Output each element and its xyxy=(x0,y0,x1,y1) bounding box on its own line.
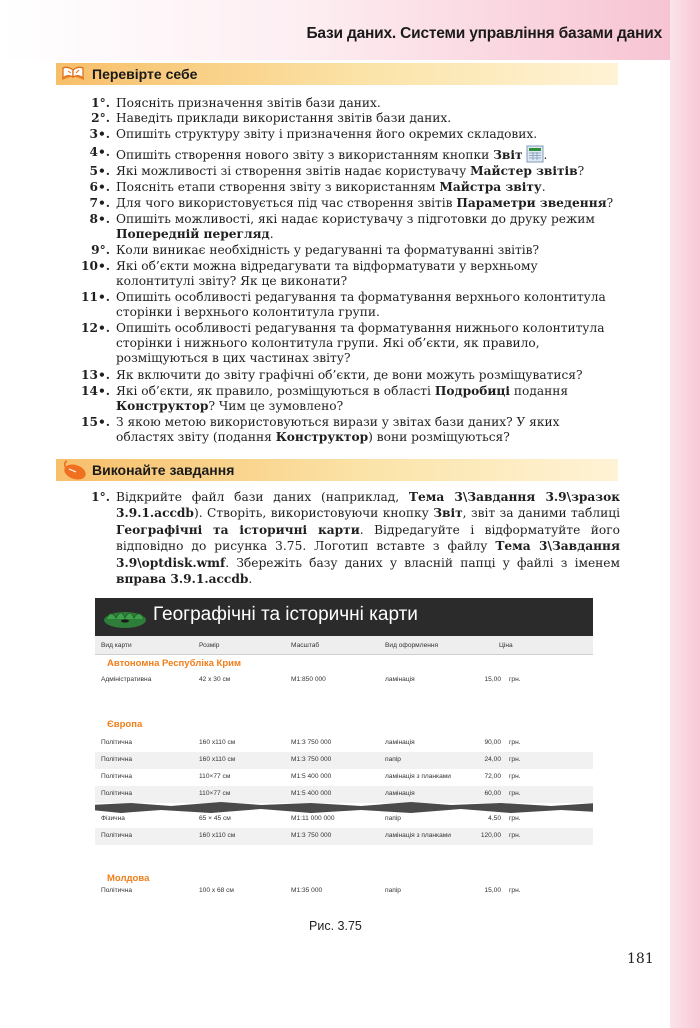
question-number: 6•. xyxy=(89,180,110,194)
text-run: Опишіть створення нового звіту з використанням кнопки xyxy=(116,148,494,162)
text-run: . xyxy=(543,148,548,162)
report-cell: М1:11 000 000 xyxy=(291,815,335,822)
price-cell: 60,00 xyxy=(484,790,501,797)
report-cell: Політична xyxy=(101,756,133,763)
question-text xyxy=(116,196,620,211)
text-run: Коли виникає необхідність у редагуванні та форматуванні звітів? xyxy=(116,243,540,257)
report-cell: М1:850 000 xyxy=(291,676,326,683)
price-cell: 72,00 xyxy=(484,773,501,780)
text-run: Відкрийте файл бази даних (наприклад, xyxy=(116,490,409,504)
report-cell: 110×77 см xyxy=(199,790,231,797)
text-run: Поясніть призначення звітів бази даних. xyxy=(116,96,381,110)
section-title-task: Виконайте завдання xyxy=(92,462,235,478)
column-header: Вид оформлення xyxy=(385,642,439,649)
bold-term: Майстер звітів xyxy=(470,164,578,178)
group-footer-space xyxy=(95,696,593,713)
report-cell: 100 x 68 см xyxy=(199,887,234,894)
price-cell: 24,00 xyxy=(484,756,501,763)
question-number: 11•. xyxy=(81,290,110,304)
report-title: Географічні та історичні карти xyxy=(153,604,418,625)
chapter-title: Бази даних. Системи управління базами даних xyxy=(306,25,662,42)
page-edge-strip xyxy=(670,0,700,1028)
text-run: ? Чим це зумовлено? xyxy=(208,399,344,413)
text-run: . xyxy=(269,227,274,241)
task-number: 1°. xyxy=(91,490,110,504)
price-cell: 4,50 xyxy=(488,815,501,822)
bold-term: Тема 3\Завдання 3.9\optdisk.wmf xyxy=(116,539,620,570)
column-header: Вид карти xyxy=(101,642,132,649)
question-text xyxy=(116,164,620,179)
report-cell: 42 x 30 см xyxy=(199,676,231,683)
price-cell: 15,00 xyxy=(484,676,501,683)
currency-label: грн. xyxy=(509,676,521,683)
text-run: Опишіть структуру звіту і призначення його окремих складових. xyxy=(116,127,538,141)
text-run: Для чого використовується під час створення звітів xyxy=(116,196,457,210)
question-number: 7•. xyxy=(89,196,110,210)
report-cell: 160 x110 см xyxy=(199,756,236,763)
report-cell: М1:3 750 000 xyxy=(291,832,332,839)
text-run: ? xyxy=(577,164,585,178)
currency-label: грн. xyxy=(509,773,521,780)
column-header: Ціна xyxy=(499,642,513,649)
report-cell: ламінація з планками xyxy=(385,773,451,780)
column-header: Розмір xyxy=(199,642,220,649)
report-cell: 160 x110 см xyxy=(199,739,236,746)
bold-term: Майстра звіту xyxy=(439,180,542,194)
report-cell: М1:5 400 000 xyxy=(291,790,332,797)
bold-term: Звіт xyxy=(493,148,523,162)
price-cell: 120,00 xyxy=(480,832,501,839)
bold-term: Тема 3\Завдання 3.9\зразок 3.9.1.accdb xyxy=(116,490,620,521)
text-run: Опишіть особливості редагування та форматування верхнього колонтитула сторінки і верхнього колонтитула групи. xyxy=(116,290,606,319)
report-cell: Політична xyxy=(101,773,133,780)
question-number: 14•. xyxy=(81,384,110,398)
text-run: ). Створіть, використовуючи кнопку xyxy=(193,506,434,521)
report-cell: Політична xyxy=(101,832,133,839)
text-run: ? xyxy=(606,196,614,210)
question-text xyxy=(116,243,620,258)
question-text xyxy=(116,290,620,320)
report-cell: Політична xyxy=(101,887,133,894)
report-cell: Політична xyxy=(101,790,133,797)
bold-term: Звіт xyxy=(433,506,463,521)
text-run: подання xyxy=(510,384,569,398)
question-text xyxy=(116,180,620,195)
text-run: Опишіть особливості редагування та форматування нижнього колонтитула сторінки і нижнього колонтитула групи. Які об’єкти, як правило, розміщуються в цих частинах звіту? xyxy=(116,321,605,365)
group-footer-space xyxy=(95,854,593,871)
question-text xyxy=(116,321,620,366)
text-run: . xyxy=(541,180,546,194)
report-cell: папір xyxy=(385,887,401,894)
text-run: Наведіть приклади використання звітів бази даних. xyxy=(116,111,452,125)
report-figure xyxy=(95,598,593,910)
report-group-name: Автономна Республіка Крим xyxy=(107,658,242,669)
question-text xyxy=(116,384,620,414)
bold-term: Конструктор xyxy=(116,399,209,413)
open-book-icon xyxy=(60,64,86,84)
task-text xyxy=(116,489,620,587)
text-run: . Збережіть базу даних у власній папці у файлі з іменем xyxy=(225,555,620,570)
report-cell: ламінація з планками xyxy=(385,832,451,839)
bold-term: Конструктор xyxy=(275,430,369,444)
question-number: 10•. xyxy=(81,259,110,273)
bold-term: Географічні та історичні карти xyxy=(116,522,360,537)
question-text xyxy=(116,415,620,445)
text-run: З якою метою використовуються вирази у звітах бази даних? У яких областях звіту (подання xyxy=(116,415,560,444)
text-run: Які об’єкти, як правило, розміщуються в області xyxy=(116,384,435,398)
question-number: 5•. xyxy=(89,164,110,178)
question-number: 2°. xyxy=(91,111,110,125)
bold-term: Попередній перегляд xyxy=(116,227,270,241)
report-cell: ламінація xyxy=(385,739,415,746)
report-cell: Фізична xyxy=(101,815,125,822)
report-cell: Адміністративна xyxy=(101,676,152,683)
bold-term: Подробиці xyxy=(434,384,511,398)
currency-label: грн. xyxy=(509,739,521,746)
section-title-check: Перевірте себе xyxy=(92,66,198,82)
question-text xyxy=(116,145,620,163)
column-header: Масштаб xyxy=(291,642,320,649)
report-cell: папір xyxy=(385,815,401,822)
page-number: 181 xyxy=(627,951,654,967)
price-cell: 15,00 xyxy=(484,887,501,894)
text-run: . xyxy=(248,572,253,587)
currency-label: грн. xyxy=(509,756,521,763)
question-text xyxy=(116,212,620,242)
question-text xyxy=(116,96,620,111)
computer-mouse-icon xyxy=(60,459,88,481)
question-text xyxy=(116,127,620,142)
bold-term: вправа 3.9.1.accdb xyxy=(116,572,249,587)
text-run: Поясніть етапи створення звіту з використанням xyxy=(116,180,440,194)
report-cell: М1:5 400 000 xyxy=(291,773,332,780)
question-number: 9°. xyxy=(91,243,110,257)
text-run: ) вони розміщуються? xyxy=(368,430,510,444)
price-cell: 90,00 xyxy=(484,739,501,746)
report-cell: 110×77 см xyxy=(199,773,231,780)
currency-label: грн. xyxy=(509,815,521,822)
currency-label: грн. xyxy=(509,832,521,839)
text-run: Які можливості зі створення звітів надає користувачу xyxy=(116,164,471,178)
bold-term: Параметри зведення xyxy=(456,196,607,210)
text-run: . Відредагуйте і відформатуйте його відповідно до рисунка 3.75. Логотип вставте з файлу xyxy=(116,522,620,554)
report-group-name: Молдова xyxy=(107,873,150,884)
report-cell: ламінація xyxy=(385,790,415,797)
report-cell: папір xyxy=(385,756,401,763)
report-column-header xyxy=(95,636,593,655)
question-number: 8•. xyxy=(89,212,110,226)
figure-caption: Рис. 3.75 xyxy=(309,919,362,933)
question-number: 13•. xyxy=(81,368,110,382)
report-group-name: Європа xyxy=(107,719,143,730)
text-run: Опишіть можливості, які надає користувачу з підготовки до друку режим xyxy=(116,212,595,226)
disk-logo-icon xyxy=(103,604,147,630)
question-text xyxy=(116,368,620,383)
currency-label: грн. xyxy=(509,790,521,797)
text-run: Як включити до звіту графічні об’єкти, де вони можуть розміщуватися? xyxy=(116,368,583,382)
question-text xyxy=(116,111,620,126)
report-cell: ламінація xyxy=(385,676,415,683)
torn-page-divider xyxy=(95,801,593,815)
report-button-icon xyxy=(526,145,544,163)
report-cell: М1:3 750 000 xyxy=(291,756,332,763)
question-number: 12•. xyxy=(81,321,110,335)
question-text xyxy=(116,259,620,289)
question-number: 4•. xyxy=(89,145,110,159)
question-number: 15•. xyxy=(81,415,110,429)
report-cell: 160 x110 см xyxy=(199,832,236,839)
report-cell: 65 × 45 см xyxy=(199,815,231,822)
question-number: 1°. xyxy=(91,96,110,110)
currency-label: грн. xyxy=(509,887,521,894)
text-run: , звіт за даними таблиці xyxy=(462,506,620,521)
report-cell: М1:3 750 000 xyxy=(291,739,332,746)
report-cell: М1:35 000 xyxy=(291,887,323,894)
text-run: Які об’єкти можна відредагувати та відформатувати у верхньому колонтитулі звіту? Як це виконати? xyxy=(116,259,538,288)
question-number: 3•. xyxy=(89,127,110,141)
report-cell: Політична xyxy=(101,739,133,746)
